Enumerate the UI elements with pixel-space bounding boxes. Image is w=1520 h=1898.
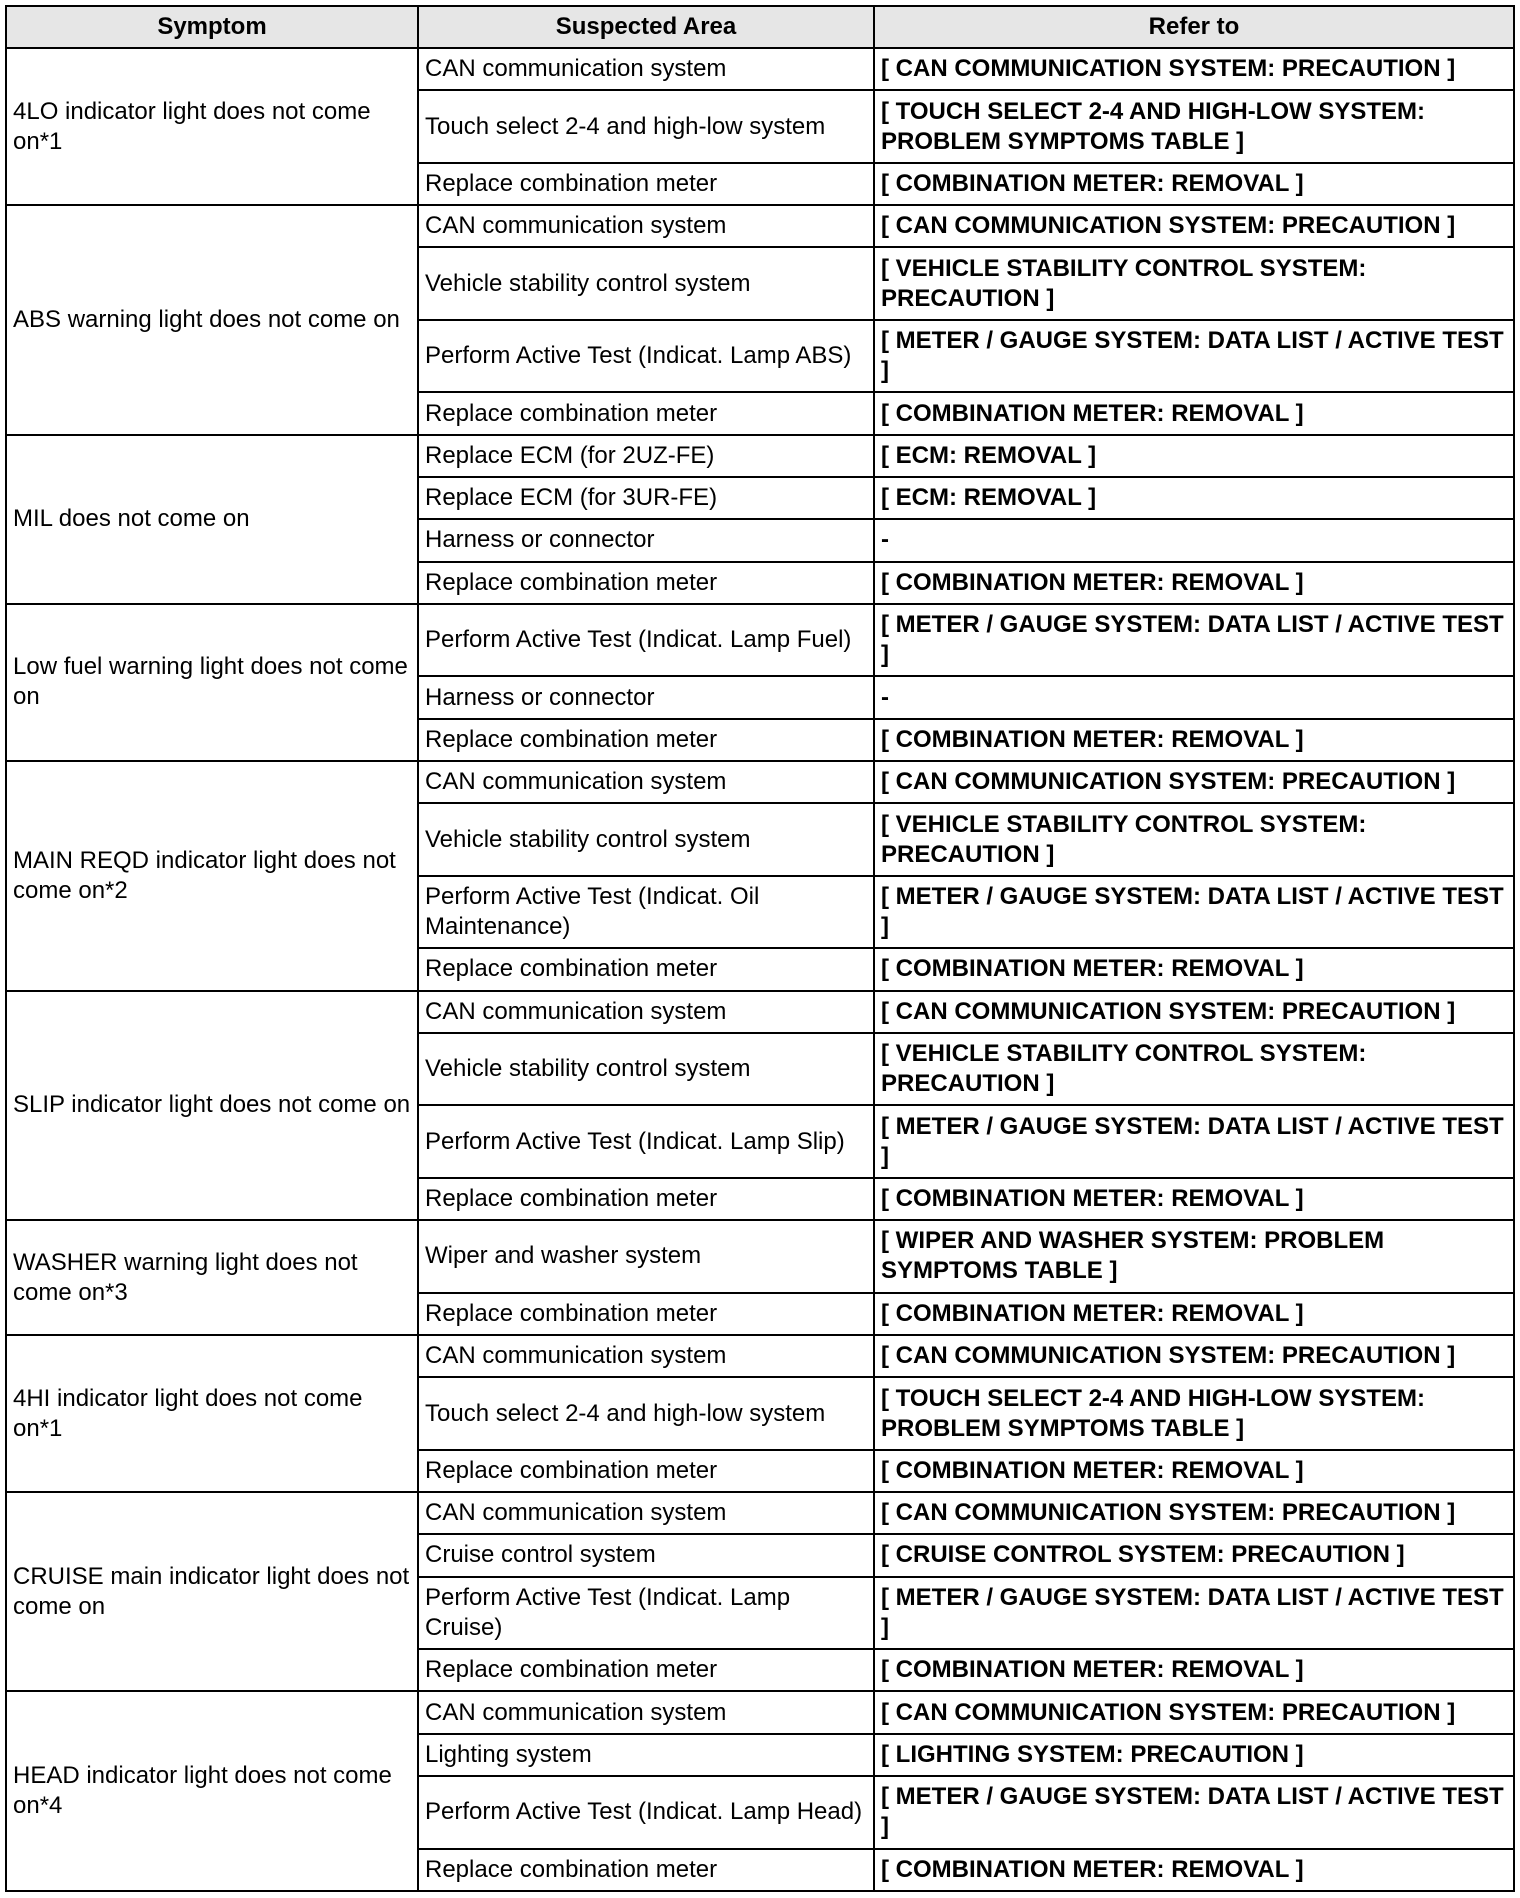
refer-to-link[interactable]: [ CAN COMMUNICATION SYSTEM: PRECAUTION ] <box>874 991 1514 1033</box>
refer-to-link[interactable]: [ TOUCH SELECT 2-4 AND HIGH-LOW SYSTEM: PROBLEM SYMPTOMS TABLE ] <box>874 1377 1514 1450</box>
refer-to-link[interactable]: [ ECM: REMOVAL ] <box>874 435 1514 477</box>
table-row <box>6 1335 1514 1377</box>
symptom-cell: 4HI indicator light does not come on*1 <box>6 1335 418 1492</box>
suspected-area-cell: Perform Active Test (Indicat. Lamp ABS) <box>418 320 874 393</box>
refer-to-link[interactable]: [ METER / GAUGE SYSTEM: DATA LIST / ACTIVE TEST ] <box>874 1776 1514 1849</box>
refer-to-link[interactable]: [ VEHICLE STABILITY CONTROL SYSTEM: PRECAUTION ] <box>874 247 1514 320</box>
suspected-area-cell: CAN communication system <box>418 991 874 1033</box>
refer-to-link[interactable]: [ ECM: REMOVAL ] <box>874 477 1514 519</box>
refer-to-link[interactable]: [ METER / GAUGE SYSTEM: DATA LIST / ACTIVE TEST ] <box>874 1105 1514 1178</box>
suspected-area-cell: Perform Active Test (Indicat. Lamp Slip) <box>418 1105 874 1178</box>
suspected-area-cell: Vehicle stability control system <box>418 1033 874 1106</box>
header-row <box>6 6 1514 48</box>
refer-to-link[interactable]: [ VEHICLE STABILITY CONTROL SYSTEM: PRECAUTION ] <box>874 1033 1514 1106</box>
refer-to-link[interactable]: [ METER / GAUGE SYSTEM: DATA LIST / ACTIVE TEST ] <box>874 1577 1514 1650</box>
symptom-table-container <box>5 5 1513 1892</box>
suspected-area-cell: Touch select 2-4 and high-low system <box>418 90 874 163</box>
suspected-area-cell: Replace combination meter <box>418 1293 874 1335</box>
suspected-area-cell: Replace combination meter <box>418 1178 874 1220</box>
symptom-cell: HEAD indicator light does not come on*4 <box>6 1691 418 1891</box>
refer-to-link[interactable]: [ METER / GAUGE SYSTEM: DATA LIST / ACTIVE TEST ] <box>874 320 1514 393</box>
refer-to-link[interactable]: [ CRUISE CONTROL SYSTEM: PRECAUTION ] <box>874 1534 1514 1576</box>
refer-to-link[interactable]: [ COMBINATION METER: REMOVAL ] <box>874 1649 1514 1691</box>
refer-to-link[interactable]: [ CAN COMMUNICATION SYSTEM: PRECAUTION ] <box>874 48 1514 90</box>
symptom-cell: ABS warning light does not come on <box>6 205 418 435</box>
suspected-area-cell: Replace combination meter <box>418 1450 874 1492</box>
refer-to-link[interactable]: [ COMBINATION METER: REMOVAL ] <box>874 1293 1514 1335</box>
table-body <box>6 48 1514 1891</box>
problem-symptoms-table <box>5 5 1515 1892</box>
suspected-area-cell: Replace combination meter <box>418 392 874 434</box>
suspected-area-cell: CAN communication system <box>418 205 874 247</box>
symptom-cell: WASHER warning light does not come on*3 <box>6 1220 418 1335</box>
suspected-area-cell: CAN communication system <box>418 48 874 90</box>
refer-to-link[interactable]: [ VEHICLE STABILITY CONTROL SYSTEM: PRECAUTION ] <box>874 803 1514 876</box>
table-row <box>6 1691 1514 1733</box>
suspected-area-cell: Replace ECM (for 2UZ-FE) <box>418 435 874 477</box>
suspected-area-cell: Perform Active Test (Indicat. Lamp Cruise) <box>418 1577 874 1650</box>
refer-to-link[interactable]: [ METER / GAUGE SYSTEM: DATA LIST / ACTIVE TEST ] <box>874 876 1514 949</box>
refer-to-link[interactable]: [ METER / GAUGE SYSTEM: DATA LIST / ACTIVE TEST ] <box>874 604 1514 677</box>
symptom-cell: 4LO indicator light does not come on*1 <box>6 48 418 205</box>
suspected-area-cell: CAN communication system <box>418 761 874 803</box>
refer-to-link[interactable]: [ TOUCH SELECT 2-4 AND HIGH-LOW SYSTEM: PROBLEM SYMPTOMS TABLE ] <box>874 90 1514 163</box>
refer-to-link[interactable]: [ CAN COMMUNICATION SYSTEM: PRECAUTION ] <box>874 205 1514 247</box>
refer-to-link[interactable]: [ COMBINATION METER: REMOVAL ] <box>874 719 1514 761</box>
table-row <box>6 991 1514 1033</box>
suspected-area-cell: CAN communication system <box>418 1335 874 1377</box>
suspected-area-cell: CAN communication system <box>418 1492 874 1534</box>
refer-to-link[interactable]: [ WIPER AND WASHER SYSTEM: PROBLEM SYMPTOMS TABLE ] <box>874 1220 1514 1293</box>
refer-to-link[interactable]: [ COMBINATION METER: REMOVAL ] <box>874 1450 1514 1492</box>
suspected-area-cell: Replace combination meter <box>418 562 874 604</box>
symptom-cell: MAIN REQD indicator light does not come on*2 <box>6 761 418 991</box>
table-row <box>6 761 1514 803</box>
suspected-area-cell: Replace combination meter <box>418 1649 874 1691</box>
table-row <box>6 435 1514 477</box>
suspected-area-cell: Replace combination meter <box>418 719 874 761</box>
suspected-area-cell: Perform Active Test (Indicat. Oil Maintenance) <box>418 876 874 949</box>
table-row <box>6 205 1514 247</box>
symptom-cell: CRUISE main indicator light does not come on <box>6 1492 418 1691</box>
refer-to-link[interactable]: [ COMBINATION METER: REMOVAL ] <box>874 163 1514 205</box>
suspected-area-cell: Perform Active Test (Indicat. Lamp Fuel) <box>418 604 874 677</box>
refer-to-link[interactable]: [ CAN COMMUNICATION SYSTEM: PRECAUTION ] <box>874 761 1514 803</box>
suspected-area-cell: Perform Active Test (Indicat. Lamp Head) <box>418 1776 874 1849</box>
refer-to-link[interactable]: [ COMBINATION METER: REMOVAL ] <box>874 392 1514 434</box>
refer-to-link[interactable]: [ CAN COMMUNICATION SYSTEM: PRECAUTION ] <box>874 1492 1514 1534</box>
header-symptom: Symptom <box>6 6 418 48</box>
refer-to-link: - <box>874 519 1514 561</box>
suspected-area-cell: Touch select 2-4 and high-low system <box>418 1377 874 1450</box>
suspected-area-cell: Lighting system <box>418 1734 874 1776</box>
symptom-cell: MIL does not come on <box>6 435 418 604</box>
symptom-cell: Low fuel warning light does not come on <box>6 604 418 761</box>
refer-to-link: - <box>874 676 1514 718</box>
suspected-area-cell: Harness or connector <box>418 519 874 561</box>
refer-to-link[interactable]: [ COMBINATION METER: REMOVAL ] <box>874 1849 1514 1891</box>
suspected-area-cell: Replace combination meter <box>418 948 874 990</box>
suspected-area-cell: Replace combination meter <box>418 163 874 205</box>
suspected-area-cell: Vehicle stability control system <box>418 803 874 876</box>
header-refer-to: Refer to <box>874 6 1514 48</box>
refer-to-link[interactable]: [ COMBINATION METER: REMOVAL ] <box>874 948 1514 990</box>
table-row <box>6 48 1514 90</box>
refer-to-link[interactable]: [ COMBINATION METER: REMOVAL ] <box>874 562 1514 604</box>
refer-to-link[interactable]: [ CAN COMMUNICATION SYSTEM: PRECAUTION ] <box>874 1335 1514 1377</box>
suspected-area-cell: CAN communication system <box>418 1691 874 1733</box>
suspected-area-cell: Wiper and washer system <box>418 1220 874 1293</box>
table-row <box>6 1220 1514 1293</box>
refer-to-link[interactable]: [ CAN COMMUNICATION SYSTEM: PRECAUTION ] <box>874 1691 1514 1733</box>
suspected-area-cell: Vehicle stability control system <box>418 247 874 320</box>
table-row <box>6 604 1514 677</box>
header-suspected-area: Suspected Area <box>418 6 874 48</box>
suspected-area-cell: Cruise control system <box>418 1534 874 1576</box>
refer-to-link[interactable]: [ LIGHTING SYSTEM: PRECAUTION ] <box>874 1734 1514 1776</box>
suspected-area-cell: Replace combination meter <box>418 1849 874 1891</box>
table-row <box>6 1492 1514 1534</box>
refer-to-link[interactable]: [ COMBINATION METER: REMOVAL ] <box>874 1178 1514 1220</box>
suspected-area-cell: Replace ECM (for 3UR-FE) <box>418 477 874 519</box>
symptom-cell: SLIP indicator light does not come on <box>6 991 418 1221</box>
suspected-area-cell: Harness or connector <box>418 676 874 718</box>
